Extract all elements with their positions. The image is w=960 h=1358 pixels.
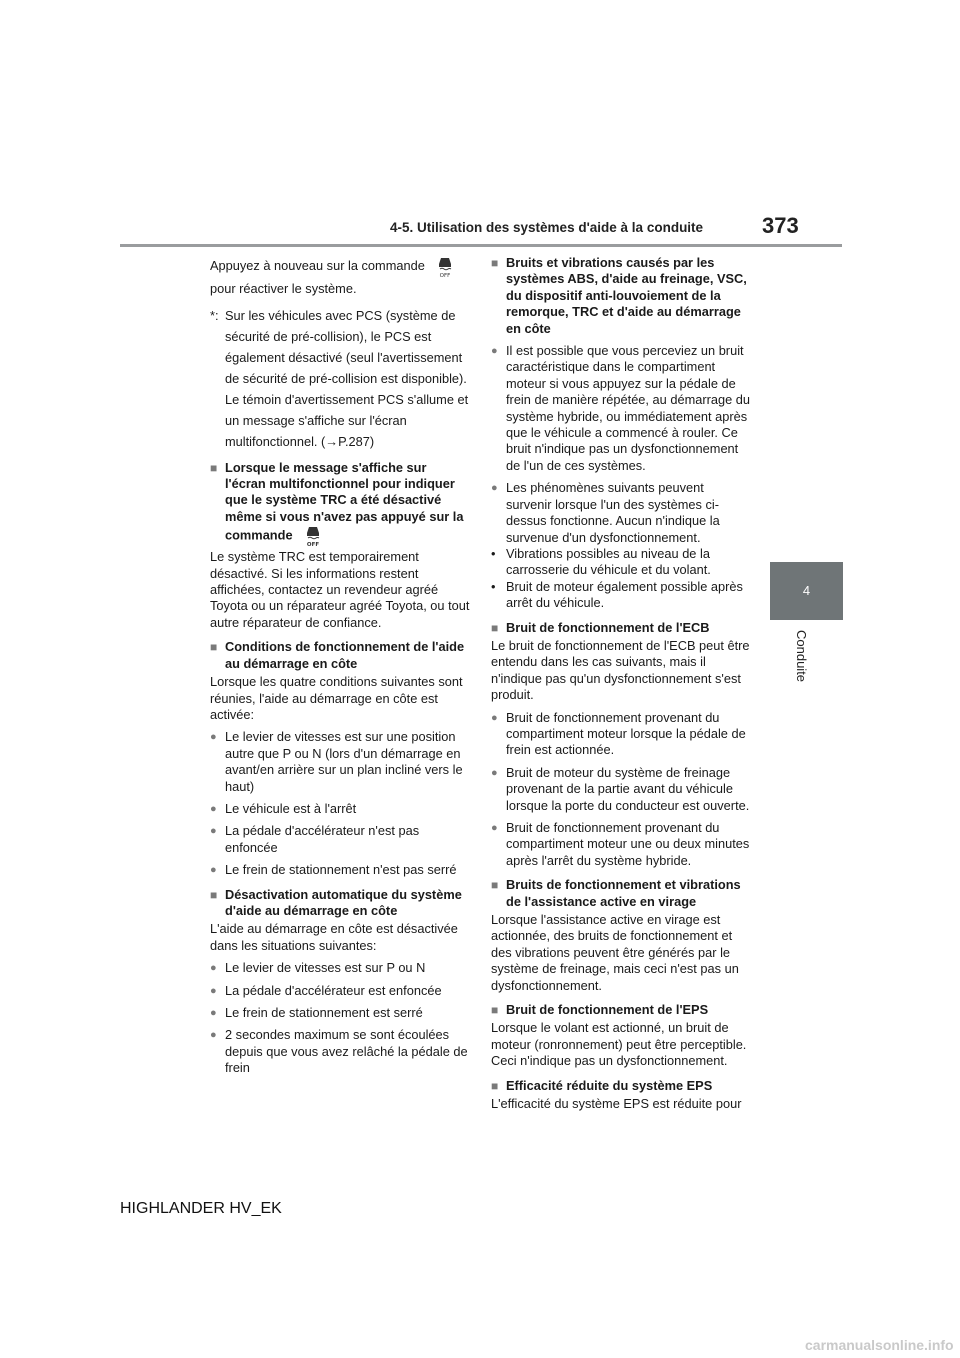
chapter-label: Conduite [794, 630, 809, 683]
list-item [210, 1005, 470, 1021]
vsc-off-icon [436, 256, 454, 278]
heading-trc-message [210, 460, 470, 548]
paragraph: L'aide au démarrage en côte est désactivée dans les situations suivantes: [210, 921, 458, 953]
list-item-text: 2 secondes maximum se sont écoulées depuis que vous avez relâché la pédale de frein [225, 1027, 468, 1076]
intro-paragraph [210, 255, 470, 299]
square-bullet-icon: ■ [491, 1078, 499, 1093]
dot-bullet-icon: ● [491, 482, 498, 495]
paragraph: Le système TRC est temporairement désactivé. Si les informations restent affichées, contactez un revendeur agréé Toyota ou un réparateur agréé Toyota, ou tout autre réparateur de confiance. [210, 549, 470, 630]
list-item [491, 710, 751, 759]
heading-ecb-noise [491, 620, 751, 636]
heading-text: Bruits et vibrations causés par les systèmes ABS, d'aide au freinage, VSC, du dispositif anti-louvoiement de la remorque, TRC et d'aide au démarrage en côte [506, 255, 747, 336]
list-item [491, 820, 751, 869]
heading-hill-start-deactivation [210, 887, 470, 920]
square-bullet-icon: ■ [491, 1003, 499, 1018]
square-bullet-icon: ■ [210, 640, 218, 655]
dot-bullet-icon: ● [210, 802, 217, 815]
dot-bullet-icon: ● [210, 1029, 217, 1042]
intro-text-b: pour réactiver le système. [210, 280, 357, 296]
list-item-text: Le frein de stationnement n'est pas serré [225, 862, 457, 878]
list-item [491, 480, 751, 546]
paragraph: Lorsque les quatre conditions suivantes sont réunies, l'aide au démarrage en côte est activée: [210, 674, 463, 722]
heading-eps-reduced [491, 1078, 751, 1094]
chapter-tab[interactable]: 4 [770, 562, 843, 620]
svg-text:OFF: OFF [440, 272, 451, 278]
paragraph: L'efficacité du système EPS est réduite pour [491, 1096, 742, 1112]
list-item-text: Le levier de vitesses est sur une position autre que P ou N (lors d'un démarrage en avant/en arrière sur un plan incliné vers le haut) [225, 729, 463, 794]
dot-bullet-icon: ● [491, 345, 498, 358]
list-item-text: Les phénomènes suivants peuvent survenir lorsque l'un des systèmes ci-dessus fonctionne. Aucun n'indique la survenue d'un dysfonctionnement. [506, 480, 720, 545]
heading-active-cornering [491, 877, 751, 910]
list-item [210, 862, 470, 878]
footnote [210, 305, 470, 452]
heading-text: Désactivation automatique du système d'aide au démarrage en côte [225, 886, 462, 918]
list-item [210, 960, 470, 976]
list-item [210, 1027, 470, 1076]
left-column [210, 255, 470, 1083]
heading-text: Bruit de fonctionnement de l'EPS [506, 1002, 709, 1018]
list-item-text: Le véhicule est à l'arrêt [225, 800, 357, 816]
dot-bullet-icon: ● [210, 731, 217, 744]
square-bullet-icon: ■ [491, 620, 499, 635]
heading-eps-noise [491, 1002, 751, 1018]
dot-bullet-icon: ● [210, 1007, 217, 1019]
list-item [491, 343, 751, 474]
sub-list-item-text: Vibrations possibles au niveau de la carrosserie du véhicule et du volant. [506, 545, 711, 578]
dash-bullet: • [491, 578, 496, 594]
dot-bullet-icon: ● [491, 711, 498, 724]
heading-hill-start-conditions [210, 639, 470, 672]
list-item-text: La pédale d'accélérateur n'est pas enfoncée [225, 823, 420, 855]
vsc-off-icon [304, 525, 322, 547]
heading-text: Lorsque le message s'affiche sur l'écran multifonctionnel pour indiquer que le système TRC a été désactivé même si vous n'avez pas appuyé sur la commande [225, 459, 464, 543]
section-title: 4-5. Utilisation des systèmes d'aide à la conduite [390, 220, 704, 235]
list-item [210, 801, 470, 817]
list-item [210, 729, 470, 795]
list-item-text: Bruit de moteur du système de freinage provenant de la partie avant du véhicule lorsque la porte du conducteur est ouverte. [506, 764, 750, 813]
list-item-text: Bruit de fonctionnement provenant du compartiment moteur lorsque la pédale de frein est actionnée. [506, 709, 746, 758]
square-bullet-icon: ■ [210, 887, 218, 902]
list-item-text: Il est possible que vous perceviez un bruit caractéristique dans le compartiment moteur si vous appuyez sur la pédale de frein de manière répétée, au démarrage du système hybride, ou immédiatement après que le véhicule a commencé à rouler. Ce bruit n'indique pas un dysfonctionnement de l'un de ces systèmes. [506, 343, 751, 473]
footer-model: HIGHLANDER HV_EK [120, 1200, 282, 1217]
list-item [210, 983, 470, 999]
dot-bullet-icon: ● [210, 825, 217, 838]
heading-noise-vibration [491, 255, 751, 337]
paragraph: Lorsque l'assistance active en virage est actionnée, des bruits de fonctionnement et des vibrations peuvent être générés par le système de freinage, mais ceci n'est pas un dysfonctionnement. [491, 912, 739, 993]
page-number: 373 [762, 213, 799, 238]
square-bullet-icon: ■ [210, 460, 218, 475]
dot-bullet-icon: ● [210, 962, 217, 975]
paragraph: Lorsque le volant est actionné, un bruit de moteur (ronronnement) peut être perceptible. Ceci n'indique pas un dysfonctionnement. [491, 1020, 747, 1069]
svg-text:OFF: OFF [307, 542, 320, 548]
watermark: carmanualsonline.info [805, 1337, 954, 1353]
list-item-text: Le frein de stationnement est serré [225, 1005, 423, 1020]
dot-bullet-icon: ● [210, 864, 217, 877]
list-item [491, 765, 751, 814]
footnote-mark: *: [210, 307, 219, 323]
square-bullet-icon: ■ [491, 256, 499, 270]
square-bullet-icon: ■ [491, 878, 499, 893]
sub-list-item [491, 546, 751, 579]
heading-text: Bruits de fonctionnement et vibrations de l'assistance active en virage [506, 877, 741, 909]
heading-text: Efficacité réduite du système EPS [506, 1077, 713, 1093]
intro-text-a: Appuyez à nouveau sur la commande [210, 258, 425, 273]
sub-list-item [491, 579, 751, 612]
list-item [210, 823, 470, 856]
list-item-text: Le levier de vitesses est sur P ou N [225, 960, 426, 976]
dot-bullet-icon: ● [491, 766, 498, 779]
list-item-text: La pédale d'accélérateur est enfoncée [225, 982, 442, 998]
heading-text: Conditions de fonctionnement de l'aide au démarrage en côte [225, 639, 465, 671]
footnote-text: Sur les véhicules avec PCS (système de sécurité de pré-collision), le PCS est également désactivé (seul l'avertissement de sécurité de pré-collision est disponible). Le témoin d'avertissement PCS s'allume et un message s'affiche sur l'écran multifonctionnel. (→P.287) [225, 307, 469, 449]
right-column [491, 255, 751, 1119]
dash-bullet: • [491, 545, 496, 561]
header-divider [120, 244, 842, 247]
dot-bullet-icon: ● [210, 984, 217, 997]
paragraph: Le bruit de fonctionnement de l'ECB peut être entendu dans les cas suivants, mais il n'indique pas qu'un dysfonctionnement s'est produit. [491, 637, 750, 703]
list-item-text: Bruit de fonctionnement provenant du compartiment moteur une ou deux minutes après l'arrêt du système hybride. [506, 820, 750, 868]
heading-text: Bruit de fonctionnement de l'ECB [506, 619, 710, 635]
sub-list-item-text: Bruit de moteur également possible après arrêt du véhicule. [506, 578, 743, 611]
dot-bullet-icon: ● [491, 822, 498, 834]
